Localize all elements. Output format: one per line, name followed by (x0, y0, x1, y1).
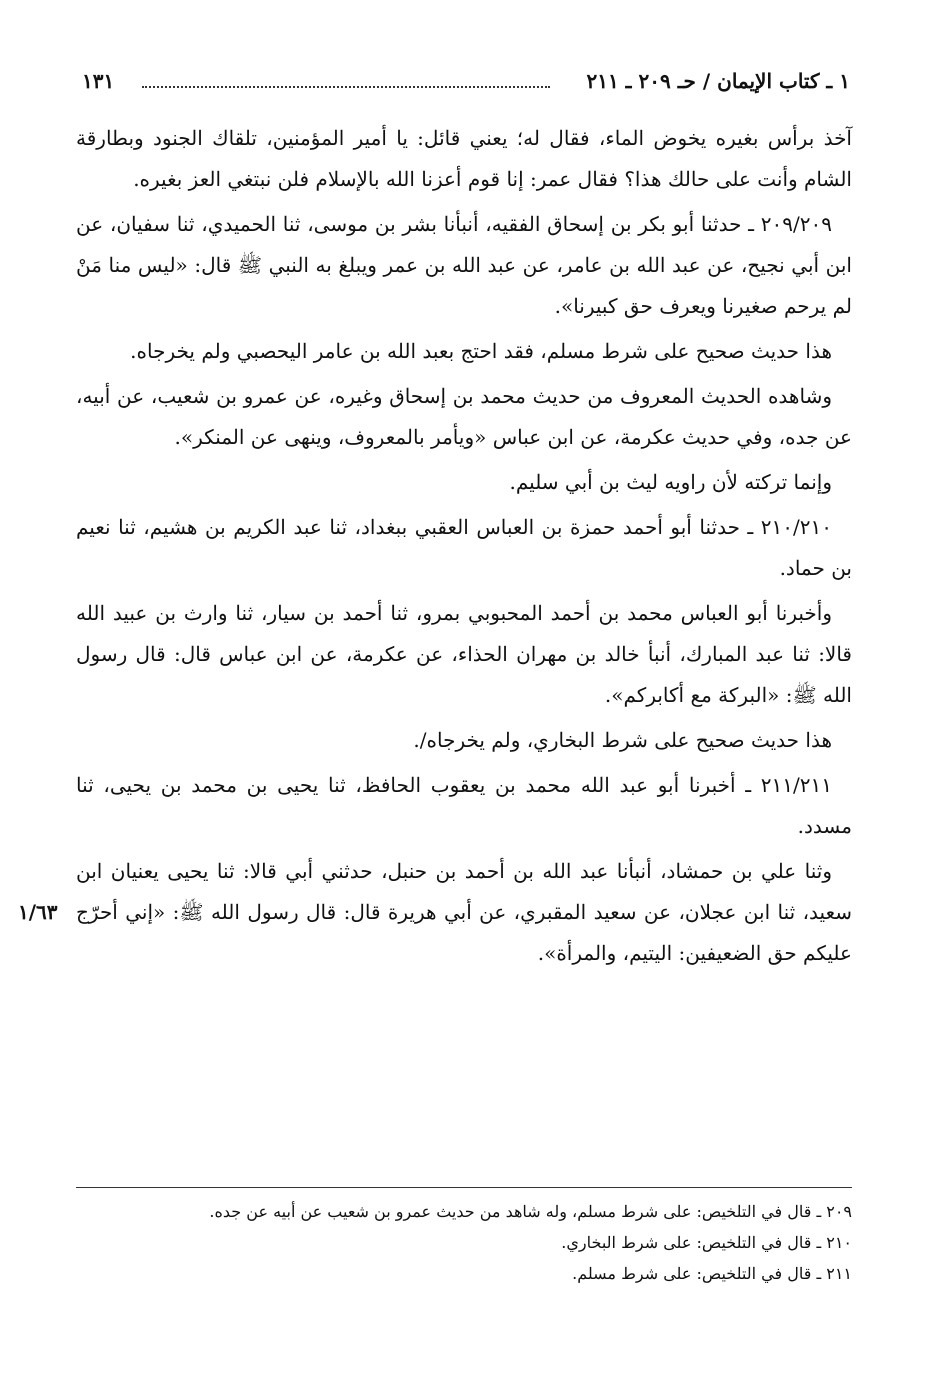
paragraph-continuation: آخذ برأس بغيره يخوض الماء، فقال له؛ يعني قائل: يا أمير المؤمنين، تلقاك الجنود وبطارقة الشام وأنت على حالك هذا؟ فقال عمر: إنا قوم أعزنا الله بالإسلام فلن نبتغي العز بغيره. (76, 126, 852, 191)
header-dotted-leader (142, 86, 550, 88)
hadith-211-second-chain: وثنا علي بن حمشاد، أنبأنا عبد الله بن أحمد بن حنبل، حدثني أبي قالا: ثنا يحيى يعنيان ابن سعيد، ثنا ابن عجلان، عن سعيد المقبري، عن أبي هريرة قال: قال رسول الله ﷺ: «إني أحرّج عليكم حق الضعيفين: اليتيم، والمرأة». (76, 859, 852, 965)
note-209: وإنما تركته لأن راويه ليث بن أبي سليم. (509, 470, 832, 494)
main-text-body (76, 118, 852, 978)
footnote-211: ٢١١ ـ قال في التلخيص: على شرط مسلم. (572, 1264, 852, 1283)
hadith-211: ٢١١/٢١١ ـ أخبرنا أبو عبد الله محمد بن يعقوب الحافظ، ثنا يحيى بن محمد بن يحيى، ثنا مسدد. (76, 773, 852, 838)
supporting-narration-209: وشاهده الحديث المعروف من حديث محمد بن إسحاق وغيره، عن عمرو بن شعيب، عن أبيه، عن جده، وفي حديث عكرمة، عن ابن عباس «ويأمر بالمعروف، وينهى عن المنكر». (76, 384, 852, 449)
commentary-210: هذا حديث صحيح على شرط البخاري، ولم يخرجاه/. (413, 728, 832, 752)
footnotes (76, 1196, 852, 1289)
hadith-210-second-chain: وأخبرنا أبو العباس محمد بن أحمد المحبوبي بمرو، ثنا أحمد بن سيار، ثنا وارث بن عبيد الله قالا: ثنا عبد المبارك، أنبأ خالد بن مهران الحذاء، عن عكرمة، عن ابن عباس قال: قال رسول الله ﷺ: «البركة مع أكابركم». (76, 601, 852, 707)
footnote-divider (76, 1187, 852, 1188)
running-header-title: ١ ـ كتاب الإيمان / حـ ٢٠٩ ـ ٢١١ (586, 69, 850, 93)
footnote-210: ٢١٠ ـ قال في التلخيص: على شرط البخاري. (561, 1233, 852, 1252)
footnote-209: ٢٠٩ ـ قال في التلخيص: على شرط مسلم، وله شاهد من حديث عمرو بن شعيب عن أبيه عن جده. (209, 1202, 852, 1221)
hadith-210: ٢١٠/٢١٠ ـ حدثنا أبو أحمد حمزة بن العباس العقبي ببغداد، ثنا عبد الكريم بن هشيم، ثنا نعيم بن حماد. (76, 515, 852, 580)
hadith-209: ٢٠٩/٢٠٩ ـ حدثنا أبو بكر بن إسحاق الفقيه، أنبأنا بشر بن موسى، ثنا الحميدي، ثنا سفيان، عن ابن أبي نجيح، عن عبد الله بن عامر، عن عبد الله بن عمر ويبلغ به النبي ﷺ قال: «ليس منا مَنْ لم يرحم صغيرنا ويعرف حق كبيرنا». (76, 212, 852, 318)
page-header (82, 64, 850, 98)
commentary-209: هذا حديث صحيح على شرط مسلم، فقد احتج بعبد الله بن عامر اليحصبي ولم يخرجاه. (130, 339, 832, 363)
margin-volume-page-note: ١/٦٣ (18, 900, 58, 924)
page-number: ١٣١ (82, 69, 115, 93)
